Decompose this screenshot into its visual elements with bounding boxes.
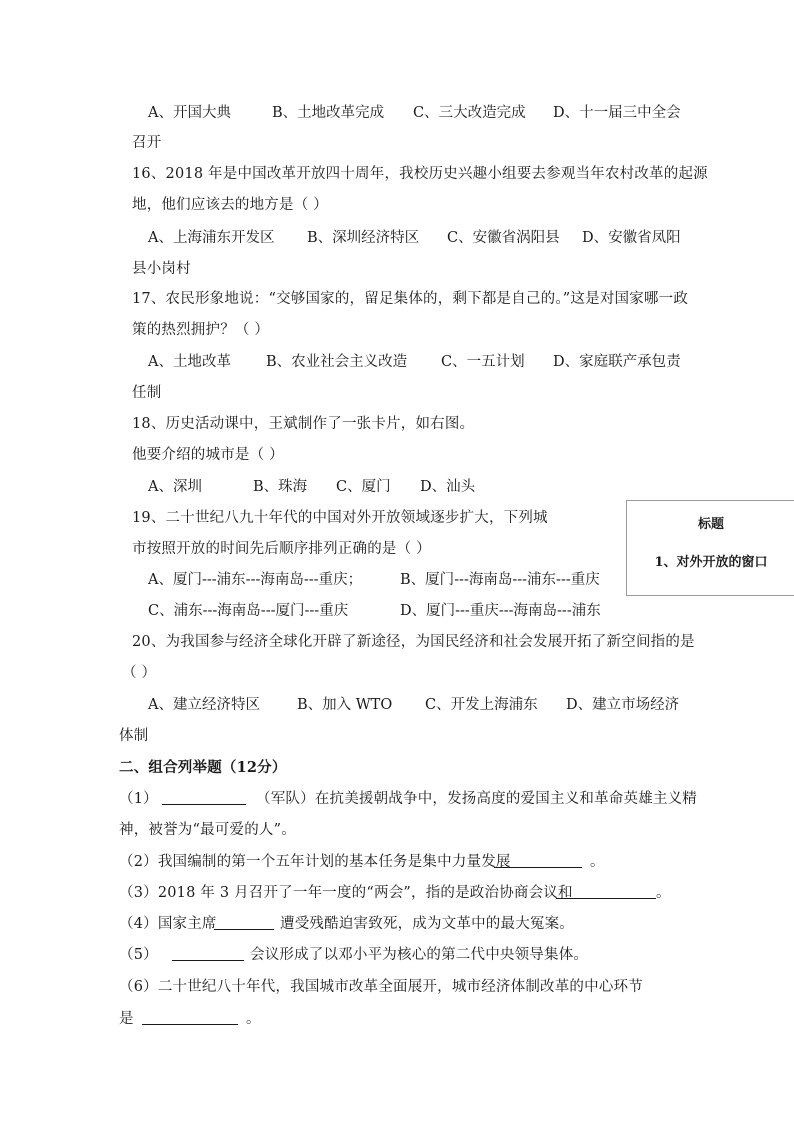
item-1-text-cont: 神，被誉为“最可爱的人”。: [119, 822, 296, 838]
option-c: C、厦门: [336, 479, 391, 495]
option-d: D、十一届三中全会: [553, 105, 681, 121]
question-text-cont: 他要介绍的城市是（ ）: [132, 447, 284, 463]
question-text-cont: （ ）: [122, 665, 157, 681]
item-5-number: （5）: [119, 947, 158, 963]
option-d: D、厦门---重庆---海南岛---浦东: [400, 603, 601, 619]
item-6-text: （6）二十世纪八十年代，我国城市改革全面展开，城市经济体制改革的中心环节: [119, 979, 643, 995]
option-d: D、建立市场经济: [566, 697, 680, 713]
item-5-rest: 会议形成了以邓小平为核心的第二代中央领导集体。: [250, 947, 589, 963]
option-c: C、安徽省涡阳县: [447, 230, 560, 246]
option-d: D、家庭联产承包责: [553, 354, 681, 370]
question-text: 20、为我国参与经济全球化开辟了新途径，为国民经济和社会发展开拓了新空间指的是: [132, 634, 695, 650]
item-1-number: （1）: [119, 791, 158, 807]
answer-blank-5[interactable]: [172, 944, 244, 961]
item-3-text: （3）2018 年 3 月召开了一年一度的“两会”，指的是政治协商会议和: [119, 885, 573, 901]
item-6-end: 。: [246, 1011, 261, 1027]
question-text: 16、2018 年是中国改革开放四十周年，我校历史兴趣小组要去参观当年农村改革的起源: [132, 166, 708, 182]
card-title: 标题: [697, 517, 724, 532]
option-b: B、珠海: [253, 479, 308, 495]
option-continuation: 县小岗村: [132, 261, 191, 277]
item-1-text: （军队）在抗美援朝战争中，发扬高度的爱国主义和革命英雄主义精: [256, 791, 697, 807]
option-b: B、土地改革完成: [272, 105, 385, 121]
option-continuation: 召开: [132, 135, 162, 151]
section-heading: 二、组合列举题（12分）: [119, 759, 287, 776]
answer-blank-3[interactable]: [556, 882, 656, 899]
option-a: A、建立经济特区: [148, 697, 260, 713]
item-2-end: 。: [590, 854, 605, 870]
option-a: A、上海浦东开发区: [148, 230, 275, 246]
option-b: B、深圳经济特区: [307, 230, 420, 246]
option-continuation: 体制: [119, 728, 149, 744]
option-a: A、开国大典: [148, 105, 231, 121]
option-a: A、土地改革: [148, 354, 231, 370]
option-b: B、厦门---海南岛---浦东---重庆: [400, 572, 600, 588]
option-c: C、开发上海浦东: [425, 697, 538, 713]
question-text: 18、历史活动课中，王斌制作了一张卡片，如右图。: [132, 416, 475, 432]
answer-blank-4[interactable]: [214, 913, 274, 930]
question-text: 17、农民形象地说：“交够国家的，留足集体的，剩下都是自己的。”这是对国家哪一政: [132, 291, 689, 307]
option-d: D、安徽省凤阳: [582, 230, 681, 246]
option-a: A、深圳: [148, 479, 202, 495]
answer-blank-6[interactable]: [142, 1008, 238, 1025]
item-4-rest: 遭受残酷迫害致死，成为文革中的最大冤案。: [280, 916, 574, 932]
item-2-text: （2）我国编制的第一个五年计划的基本任务是集中力量发展: [119, 854, 511, 870]
option-d: D、汕头: [420, 479, 476, 495]
option-b: B、农业社会主义改造: [266, 354, 408, 370]
question-text-cont: 市按照开放的时间先后顺序排列正确的是（ ）: [132, 541, 431, 557]
answer-blank-2[interactable]: [494, 851, 582, 868]
option-b: B、加入 WTO: [297, 697, 393, 713]
question-text-cont: 地，他们应该去的地方是（ ）: [132, 197, 328, 213]
card-content: 1、对外开放的窗口: [654, 555, 768, 570]
item-3-end: 。: [656, 885, 671, 901]
item-4-text: （4）国家主席: [119, 916, 217, 932]
answer-blank-1[interactable]: [162, 788, 246, 805]
option-c: C、浦东---海南岛---厦门---重庆: [148, 603, 349, 619]
option-c: C、三大改造完成: [413, 105, 526, 121]
item-6-text-cont: 是: [119, 1011, 134, 1027]
info-card: [626, 500, 794, 596]
question-text-cont: 策的热烈拥护？（ ）: [132, 322, 270, 338]
option-a: A、厦门---浦东---海南岛---重庆；: [148, 572, 363, 588]
question-text: 19、二十世纪八九十年代的中国对外开放领域逐步扩大，下列城: [132, 510, 548, 526]
option-c: C、一五计划: [441, 354, 525, 370]
option-continuation: 任制: [132, 385, 162, 401]
